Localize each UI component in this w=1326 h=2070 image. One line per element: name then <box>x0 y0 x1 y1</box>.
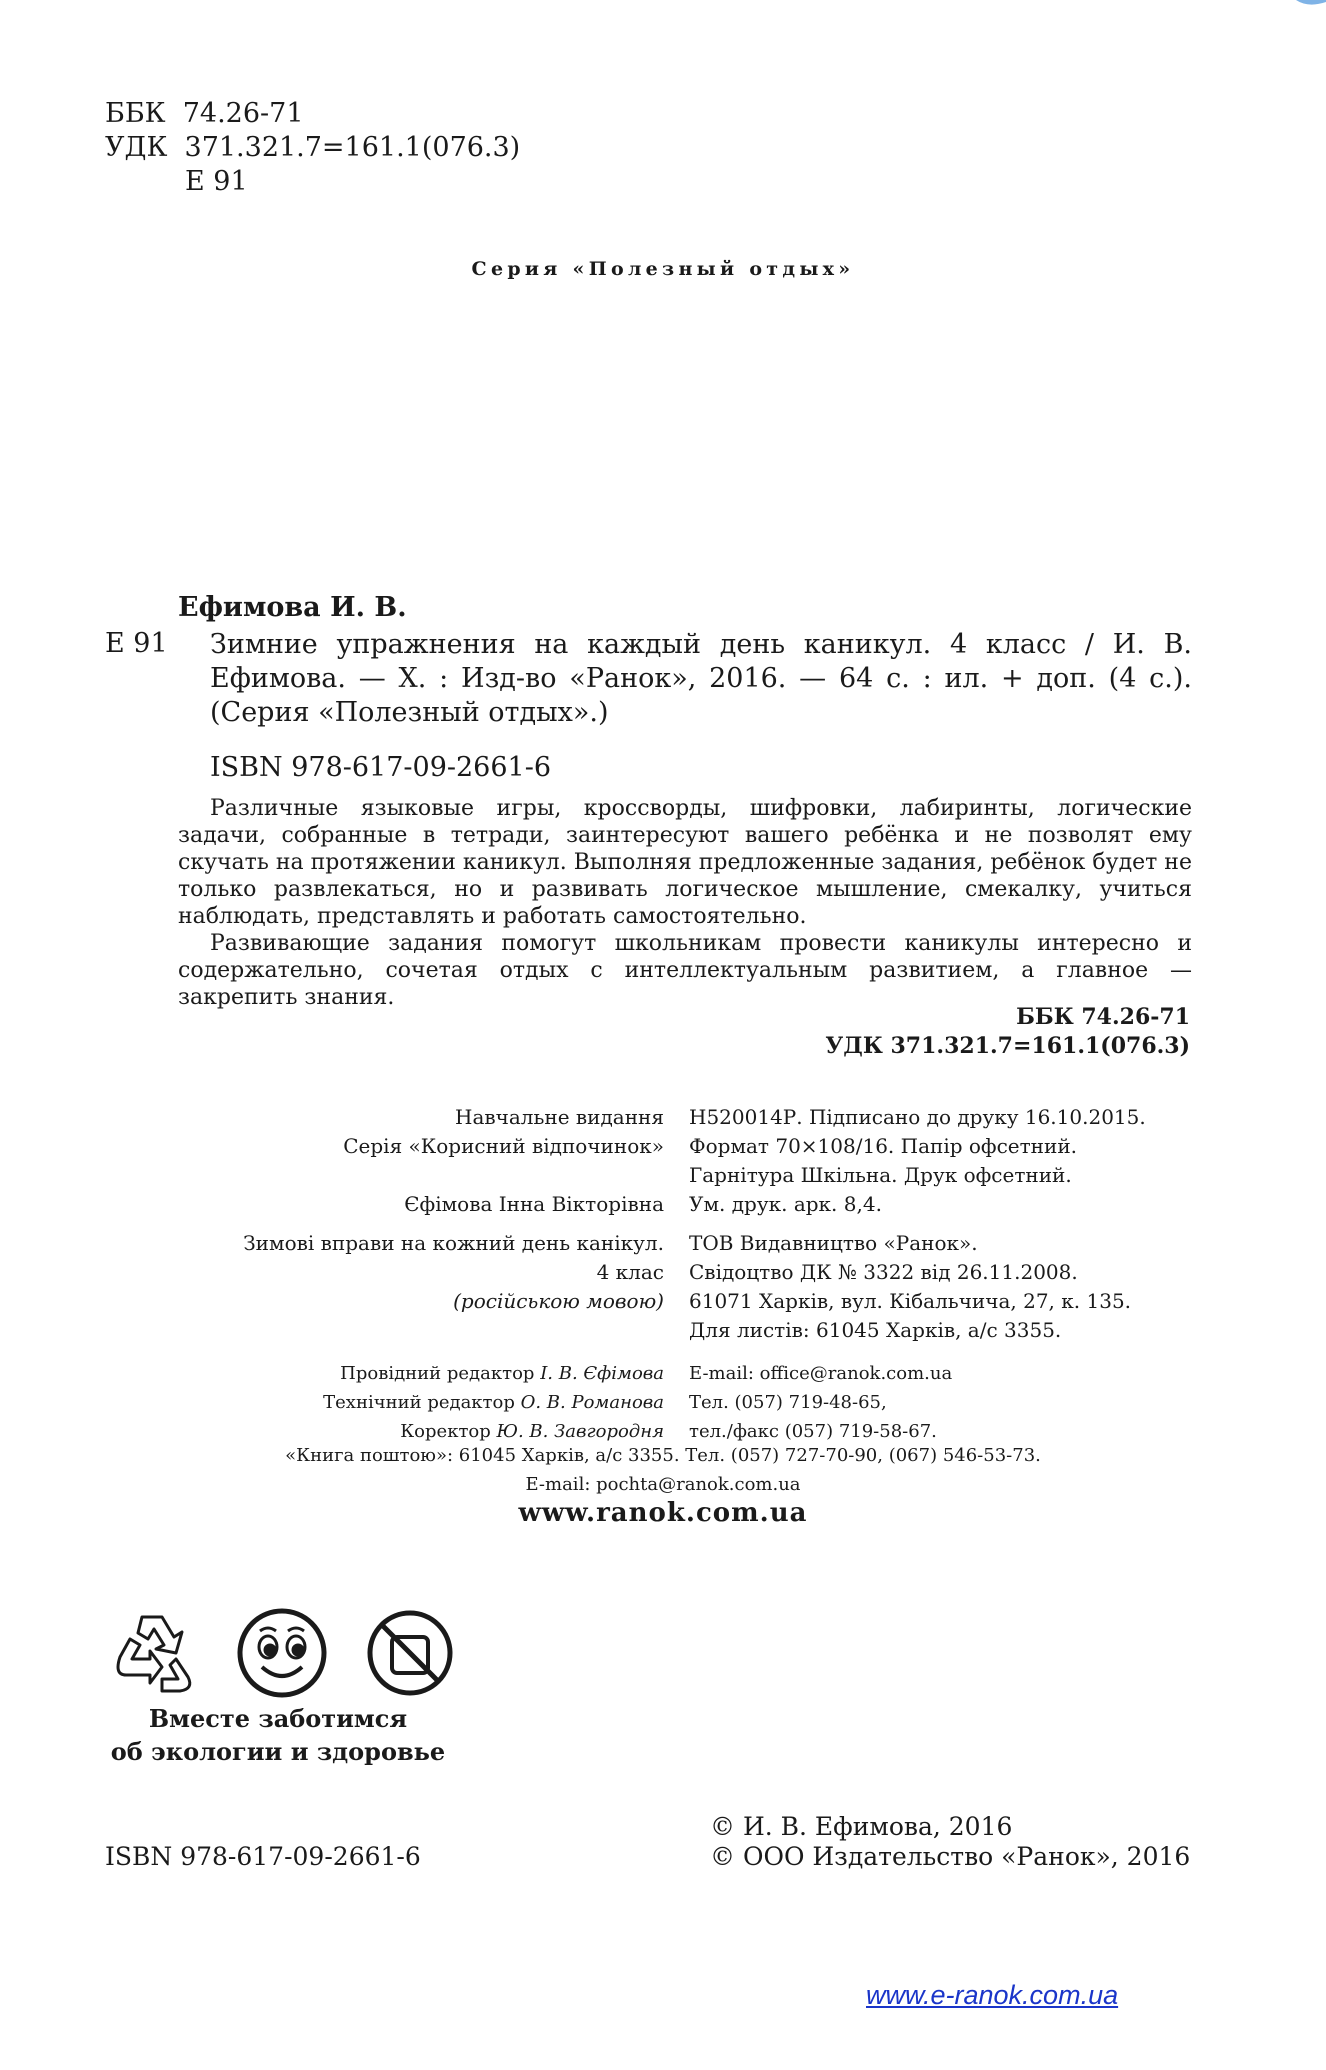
eco-slogan-line-2: об экологии и здоровье <box>110 1737 446 1766</box>
publisher-certificate: Свідоцтво ДК № 3322 від 26.11.2008. <box>689 1260 1078 1284</box>
bib-entry: Зимние упражнения на каждый день каникул. 4 класс / И. В. Ефимова. — Х. : Изд-во «Ранок», 2016. — 64 с. : ил. + доп. (4 с.). (Серия «Полезный отдых».) <box>210 629 1192 728</box>
publisher-name: ТОВ Видавництво «Ранок». <box>689 1231 978 1255</box>
footer-website-link[interactable]: www.e-ranok.com.ua <box>866 1980 1119 2010</box>
publisher-address: 61071 Харків, вул. Кібальчича, 27, к. 135. <box>689 1289 1132 1313</box>
imprint-left-column <box>104 1103 664 1446</box>
smiley-icon <box>240 1611 324 1695</box>
bbk-code: ББК 74.26-71 <box>105 98 304 129</box>
imprint-right-column <box>689 1103 1249 1446</box>
imprint-author: Єфімова Інна Вікторівна <box>404 1192 664 1216</box>
lead-editor-name: І. В. Єфімова <box>540 1363 664 1384</box>
no-litter-icon <box>370 1613 450 1693</box>
eco-slogan-line-1: Вместе заботимся <box>148 1704 408 1733</box>
corrector-label: Коректор <box>400 1421 491 1442</box>
eco-slogan <box>88 1702 468 1768</box>
publisher-website[interactable]: www.ranok.com.ua <box>518 1498 808 1528</box>
bib-author: Ефимова И. В. <box>178 592 407 623</box>
eco-icons <box>104 1605 464 1701</box>
print-typeface: Гарнітура Шкільна. Друк офсетний. <box>689 1163 1072 1187</box>
recycle-icon <box>118 1617 190 1691</box>
udk-code-bottom: УДК 371.321.7=161.1(076.3) <box>825 1033 1190 1059</box>
copyrights <box>710 1812 1190 1872</box>
author-mark: Е 91 <box>185 166 248 197</box>
print-sheets: Ум. друк. арк. 8,4. <box>689 1192 882 1216</box>
corrector-name: Ю. В. Завгородня <box>496 1421 664 1442</box>
series-title: Серия «Полезный отдых» <box>471 258 855 280</box>
classification-codes-top <box>105 97 520 199</box>
publisher-phone: Тел. (057) 719-48-65, <box>689 1392 887 1413</box>
annotation-paragraph-2: Развивающие задания помогут школьникам провести каникулы интересно и содержательно, сочетая отдых с интеллектуальным развитием, а главное — закрепить знания. <box>178 931 1192 1010</box>
udk-code: УДК 371.321.7=161.1(076.3) <box>105 132 521 163</box>
imprint-title: Зимові вправи на кожний день канікул. <box>243 1231 664 1255</box>
publisher-fax: тел./факс (057) 719-58-67. <box>689 1421 937 1442</box>
isbn-bottom: ISBN 978-617-09-2661-6 <box>105 1842 421 1871</box>
print-format: Формат 70×108/16. Папір офсетний. <box>689 1134 1078 1158</box>
mail-order-contacts <box>0 1441 1326 1528</box>
annotation <box>178 795 1192 1011</box>
tech-editor-name: О. В. Романова <box>520 1392 664 1413</box>
copyright-author: © И. В. Ефимова, 2016 <box>710 1812 1013 1841</box>
copyright-publisher: © ООО Издательство «Ранок», 2016 <box>710 1842 1191 1871</box>
edition-type: Навчальне видання <box>455 1105 664 1129</box>
classification-codes-bottom <box>825 1003 1190 1061</box>
bib-mark: Е 91 <box>105 628 168 659</box>
corner-accent <box>1286 0 1326 10</box>
bib-isbn: ISBN 978-617-09-2661-6 <box>210 752 552 783</box>
tech-editor-line <box>104 1388 664 1417</box>
publisher-mail-address: Для листів: 61045 Харків, а/с 3355. <box>689 1318 1062 1342</box>
imprint-language: (російською мовою) <box>453 1289 664 1313</box>
lead-editor-line <box>104 1359 664 1388</box>
imprint-series: Серія «Корисний відпочинок» <box>343 1134 664 1158</box>
imprint-grade: 4 клас <box>596 1260 664 1284</box>
mail-order-line: «Книга поштою»: 61045 Харків, а/с 3355. Тел. (057) 727-70-90, (067) 546-53-73. <box>285 1445 1041 1466</box>
mail-order-email: E-mail: pochta@ranok.com.ua <box>525 1474 801 1495</box>
lead-editor-label: Провідний редактор <box>340 1363 535 1384</box>
print-code: Н520014Р. Підписано до друку 16.10.2015. <box>689 1105 1146 1129</box>
tech-editor-label: Технічний редактор <box>323 1392 515 1413</box>
publisher-email: E-mail: office@ranok.com.ua <box>689 1363 953 1384</box>
bbk-code-bottom: ББК 74.26-71 <box>1016 1004 1190 1030</box>
annotation-paragraph-1: Различные языковые игры, кроссворды, шифровки, лабиринты, логические задачи, собранные в тетради, заинтересуют вашего ребёнка и не позволят ему скучать на протяжении каникул. Выполняя предложенные задания, ребёнок будет не только развлекаться, но и развивать логическое мышление, смекалку, учиться наблюдать, представлять и работать самостоятельно. <box>178 796 1192 929</box>
